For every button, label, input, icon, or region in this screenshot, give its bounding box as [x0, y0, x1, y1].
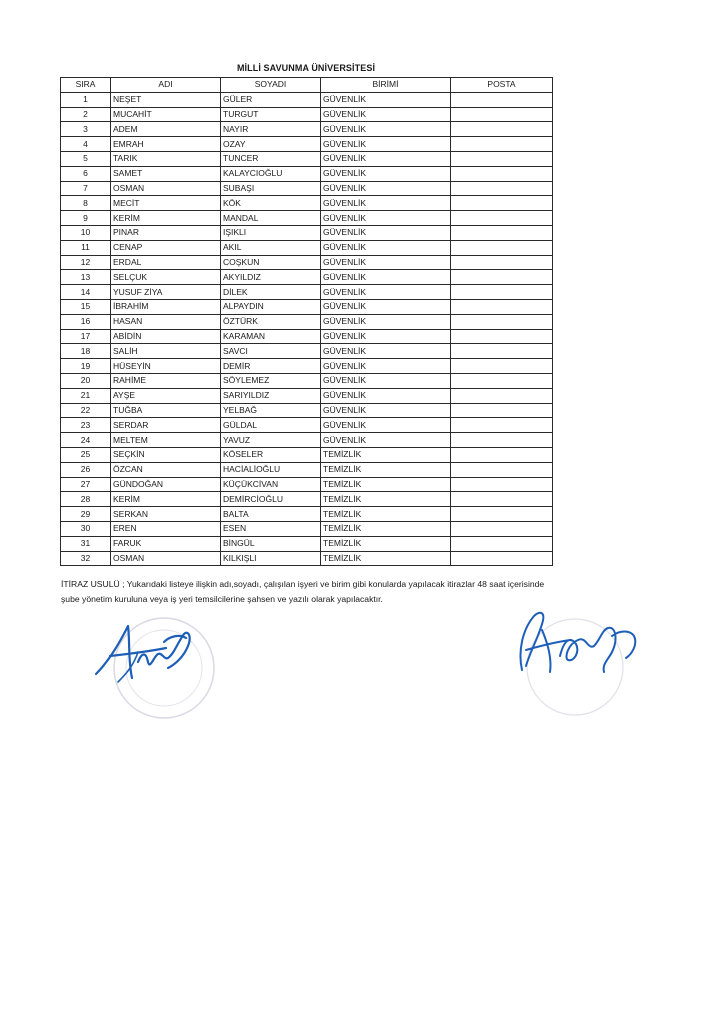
cell-soyadi: DEMİR	[221, 359, 321, 374]
cell-birimi: TEMİZLİK	[321, 462, 451, 477]
cell-sira: 30	[61, 521, 111, 536]
cell-birimi: GÜVENLİK	[321, 314, 451, 329]
table-row	[61, 92, 553, 107]
cell-adi: AYŞE	[111, 388, 221, 403]
cell-birimi: GÜVENLİK	[321, 107, 451, 122]
cell-adi: SERDAR	[111, 418, 221, 433]
cell-posta	[451, 344, 553, 359]
cell-soyadi: AKIL	[221, 240, 321, 255]
table-row	[61, 107, 553, 122]
table-row	[61, 196, 553, 211]
cell-posta	[451, 240, 553, 255]
cell-soyadi: AKYILDIZ	[221, 270, 321, 285]
table-row	[61, 166, 553, 181]
table-row	[61, 477, 553, 492]
cell-sira: 11	[61, 240, 111, 255]
cell-soyadi: DEMİRCİOĞLU	[221, 492, 321, 507]
table-row	[61, 285, 553, 300]
cell-adi: HASAN	[111, 314, 221, 329]
table-row	[61, 418, 553, 433]
cell-soyadi: SARIYILDIZ	[221, 388, 321, 403]
cell-posta	[451, 359, 553, 374]
cell-posta	[451, 492, 553, 507]
table-row	[61, 447, 553, 462]
table-row	[61, 181, 553, 196]
table-row	[61, 240, 553, 255]
cell-sira: 15	[61, 299, 111, 314]
cell-soyadi: BİNGÜL	[221, 536, 321, 551]
cell-adi: FARUK	[111, 536, 221, 551]
cell-birimi: GÜVENLİK	[321, 122, 451, 137]
cell-sira: 3	[61, 122, 111, 137]
cell-birimi: GÜVENLİK	[321, 418, 451, 433]
cell-adi: MECİT	[111, 196, 221, 211]
cell-adi: TUĞBA	[111, 403, 221, 418]
cell-posta	[451, 151, 553, 166]
cell-soyadi: GÜLER	[221, 92, 321, 107]
cell-adi: ÖZCAN	[111, 462, 221, 477]
cell-soyadi: HACİALİOĞLU	[221, 462, 321, 477]
cell-birimi: GÜVENLİK	[321, 225, 451, 240]
cell-sira: 21	[61, 388, 111, 403]
cell-birimi: GÜVENLİK	[321, 359, 451, 374]
cell-soyadi: GÜLDAL	[221, 418, 321, 433]
header-sira: SIRA	[61, 78, 111, 93]
cell-adi: EMRAH	[111, 137, 221, 152]
cell-soyadi: YAVUZ	[221, 433, 321, 448]
cell-adi: GÜNDOĞAN	[111, 477, 221, 492]
cell-posta	[451, 388, 553, 403]
cell-birimi: GÜVENLİK	[321, 166, 451, 181]
cell-adi: CENAP	[111, 240, 221, 255]
cell-adi: TARIK	[111, 151, 221, 166]
table-body	[61, 92, 553, 566]
cell-adi: SALİH	[111, 344, 221, 359]
cell-sira: 5	[61, 151, 111, 166]
cell-sira: 22	[61, 403, 111, 418]
cell-birimi: GÜVENLİK	[321, 270, 451, 285]
cell-soyadi: BALTA	[221, 507, 321, 522]
cell-posta	[451, 521, 553, 536]
cell-sira: 27	[61, 477, 111, 492]
cell-soyadi: SUBAŞI	[221, 181, 321, 196]
cell-soyadi: IŞIKLI	[221, 225, 321, 240]
cell-adi: ERDAL	[111, 255, 221, 270]
cell-adi: EREN	[111, 521, 221, 536]
cell-posta	[451, 329, 553, 344]
table-row	[61, 388, 553, 403]
cell-soyadi: KÜÇÜKCİVAN	[221, 477, 321, 492]
cell-soyadi: ESEN	[221, 521, 321, 536]
cell-sira: 19	[61, 359, 111, 374]
table-row	[61, 403, 553, 418]
table-row	[61, 255, 553, 270]
cell-adi: ADEM	[111, 122, 221, 137]
cell-adi: KERİM	[111, 492, 221, 507]
table-row	[61, 507, 553, 522]
cell-sira: 29	[61, 507, 111, 522]
cell-soyadi: KILKIŞLI	[221, 551, 321, 566]
cell-birimi: GÜVENLİK	[321, 388, 451, 403]
objection-note-line-2: şube yönetim kuruluna veya iş yeri temsilcilerine şahsen ve yazılı olarak yapılacaktır.	[61, 594, 383, 604]
table-row	[61, 137, 553, 152]
table-row	[61, 225, 553, 240]
cell-birimi: GÜVENLİK	[321, 137, 451, 152]
cell-posta	[451, 225, 553, 240]
cell-birimi: GÜVENLİK	[321, 285, 451, 300]
cell-adi: OSMAN	[111, 551, 221, 566]
header-adi: ADI	[111, 78, 221, 93]
table-row	[61, 492, 553, 507]
cell-adi: SERKAN	[111, 507, 221, 522]
cell-sira: 12	[61, 255, 111, 270]
cell-sira: 31	[61, 536, 111, 551]
table-row	[61, 299, 553, 314]
cell-soyadi: KALAYCIOĞLU	[221, 166, 321, 181]
cell-soyadi: TURGUT	[221, 107, 321, 122]
table-row	[61, 314, 553, 329]
cell-sira: 8	[61, 196, 111, 211]
cell-posta	[451, 536, 553, 551]
cell-adi: SEÇKİN	[111, 447, 221, 462]
cell-birimi: GÜVENLİK	[321, 433, 451, 448]
cell-soyadi: KARAMAN	[221, 329, 321, 344]
cell-posta	[451, 477, 553, 492]
table-header-row	[61, 78, 553, 93]
cell-birimi: GÜVENLİK	[321, 151, 451, 166]
cell-sira: 9	[61, 211, 111, 226]
cell-birimi: TEMİZLİK	[321, 521, 451, 536]
cell-sira: 4	[61, 137, 111, 152]
cell-soyadi: MANDAL	[221, 211, 321, 226]
cell-posta	[451, 299, 553, 314]
cell-birimi: GÜVENLİK	[321, 344, 451, 359]
cell-posta	[451, 551, 553, 566]
cell-posta	[451, 447, 553, 462]
cell-posta	[451, 285, 553, 300]
cell-posta	[451, 270, 553, 285]
cell-posta	[451, 255, 553, 270]
cell-birimi: TEMİZLİK	[321, 447, 451, 462]
cell-posta	[451, 418, 553, 433]
staff-table	[60, 77, 553, 566]
cell-posta	[451, 92, 553, 107]
cell-adi: OSMAN	[111, 181, 221, 196]
cell-adi: RAHİME	[111, 373, 221, 388]
cell-adi: NEŞET	[111, 92, 221, 107]
cell-birimi: GÜVENLİK	[321, 181, 451, 196]
cell-birimi: GÜVENLİK	[321, 240, 451, 255]
cell-posta	[451, 433, 553, 448]
cell-birimi: GÜVENLİK	[321, 211, 451, 226]
cell-birimi: GÜVENLİK	[321, 196, 451, 211]
cell-posta	[451, 373, 553, 388]
cell-posta	[451, 107, 553, 122]
table-row	[61, 270, 553, 285]
cell-adi: SELÇUK	[111, 270, 221, 285]
cell-sira: 28	[61, 492, 111, 507]
cell-adi: PINAR	[111, 225, 221, 240]
cell-sira: 16	[61, 314, 111, 329]
cell-soyadi: YELBAĞ	[221, 403, 321, 418]
cell-soyadi: COŞKUN	[221, 255, 321, 270]
cell-posta	[451, 137, 553, 152]
cell-soyadi: NAYIR	[221, 122, 321, 137]
cell-posta	[451, 462, 553, 477]
table-row	[61, 359, 553, 374]
cell-sira: 20	[61, 373, 111, 388]
cell-sira: 14	[61, 285, 111, 300]
cell-sira: 2	[61, 107, 111, 122]
signature-left	[88, 612, 198, 692]
cell-adi: YUSUF ZİYA	[111, 285, 221, 300]
cell-posta	[451, 196, 553, 211]
cell-posta	[451, 181, 553, 196]
table-row	[61, 551, 553, 566]
cell-soyadi: ÖZTÜRK	[221, 314, 321, 329]
cell-posta	[451, 403, 553, 418]
cell-posta	[451, 211, 553, 226]
table-row	[61, 344, 553, 359]
cell-sira: 32	[61, 551, 111, 566]
cell-adi: MUCAHİT	[111, 107, 221, 122]
cell-soyadi: ALPAYDIN	[221, 299, 321, 314]
table-row	[61, 151, 553, 166]
cell-posta	[451, 507, 553, 522]
cell-sira: 25	[61, 447, 111, 462]
cell-posta	[451, 166, 553, 181]
cell-soyadi: DİLEK	[221, 285, 321, 300]
cell-sira: 10	[61, 225, 111, 240]
cell-posta	[451, 314, 553, 329]
cell-birimi: TEMİZLİK	[321, 536, 451, 551]
cell-birimi: GÜVENLİK	[321, 329, 451, 344]
document-title: MİLLİ SAVUNMA ÜNİVERSİTESİ	[236, 63, 376, 73]
cell-sira: 26	[61, 462, 111, 477]
cell-soyadi: KÖSELER	[221, 447, 321, 462]
cell-soyadi: KÖK	[221, 196, 321, 211]
cell-birimi: GÜVENLİK	[321, 403, 451, 418]
cell-birimi: TEMİZLİK	[321, 477, 451, 492]
header-birimi: BİRİMİ	[321, 78, 451, 93]
cell-sira: 23	[61, 418, 111, 433]
cell-adi: KERİM	[111, 211, 221, 226]
table-row	[61, 373, 553, 388]
cell-birimi: GÜVENLİK	[321, 299, 451, 314]
cell-sira: 17	[61, 329, 111, 344]
cell-adi: ABİDİN	[111, 329, 221, 344]
cell-birimi: GÜVENLİK	[321, 373, 451, 388]
table-row	[61, 462, 553, 477]
cell-birimi: GÜVENLİK	[321, 92, 451, 107]
cell-posta	[451, 122, 553, 137]
cell-soyadi: SÖYLEMEZ	[221, 373, 321, 388]
header-posta: POSTA	[451, 78, 553, 93]
cell-birimi: TEMİZLİK	[321, 492, 451, 507]
cell-sira: 13	[61, 270, 111, 285]
table-row	[61, 536, 553, 551]
cell-sira: 18	[61, 344, 111, 359]
cell-adi: MELTEM	[111, 433, 221, 448]
cell-birimi: GÜVENLİK	[321, 255, 451, 270]
cell-sira: 1	[61, 92, 111, 107]
cell-sira: 6	[61, 166, 111, 181]
cell-adi: İBRAHİM	[111, 299, 221, 314]
cell-adi: HÜSEYİN	[111, 359, 221, 374]
signature-right	[508, 600, 648, 685]
cell-adi: SAMET	[111, 166, 221, 181]
table-row	[61, 521, 553, 536]
cell-birimi: TEMİZLİK	[321, 507, 451, 522]
cell-soyadi: OZAY	[221, 137, 321, 152]
cell-sira: 24	[61, 433, 111, 448]
cell-sira: 7	[61, 181, 111, 196]
cell-soyadi: TUNCER	[221, 151, 321, 166]
header-soyadi: SOYADI	[221, 78, 321, 93]
table-row	[61, 122, 553, 137]
cell-soyadi: SAVCI	[221, 344, 321, 359]
table-row	[61, 329, 553, 344]
objection-note-line-1: İTİRAZ USULÜ ; Yukarıdaki listeye ilişkin adı,soyadı, çalışılan işyeri ve birim gibi konularda yapılacak itirazlar 48 saat içerisinde	[61, 579, 545, 589]
table-row	[61, 211, 553, 226]
table-row	[61, 433, 553, 448]
cell-birimi: TEMİZLİK	[321, 551, 451, 566]
